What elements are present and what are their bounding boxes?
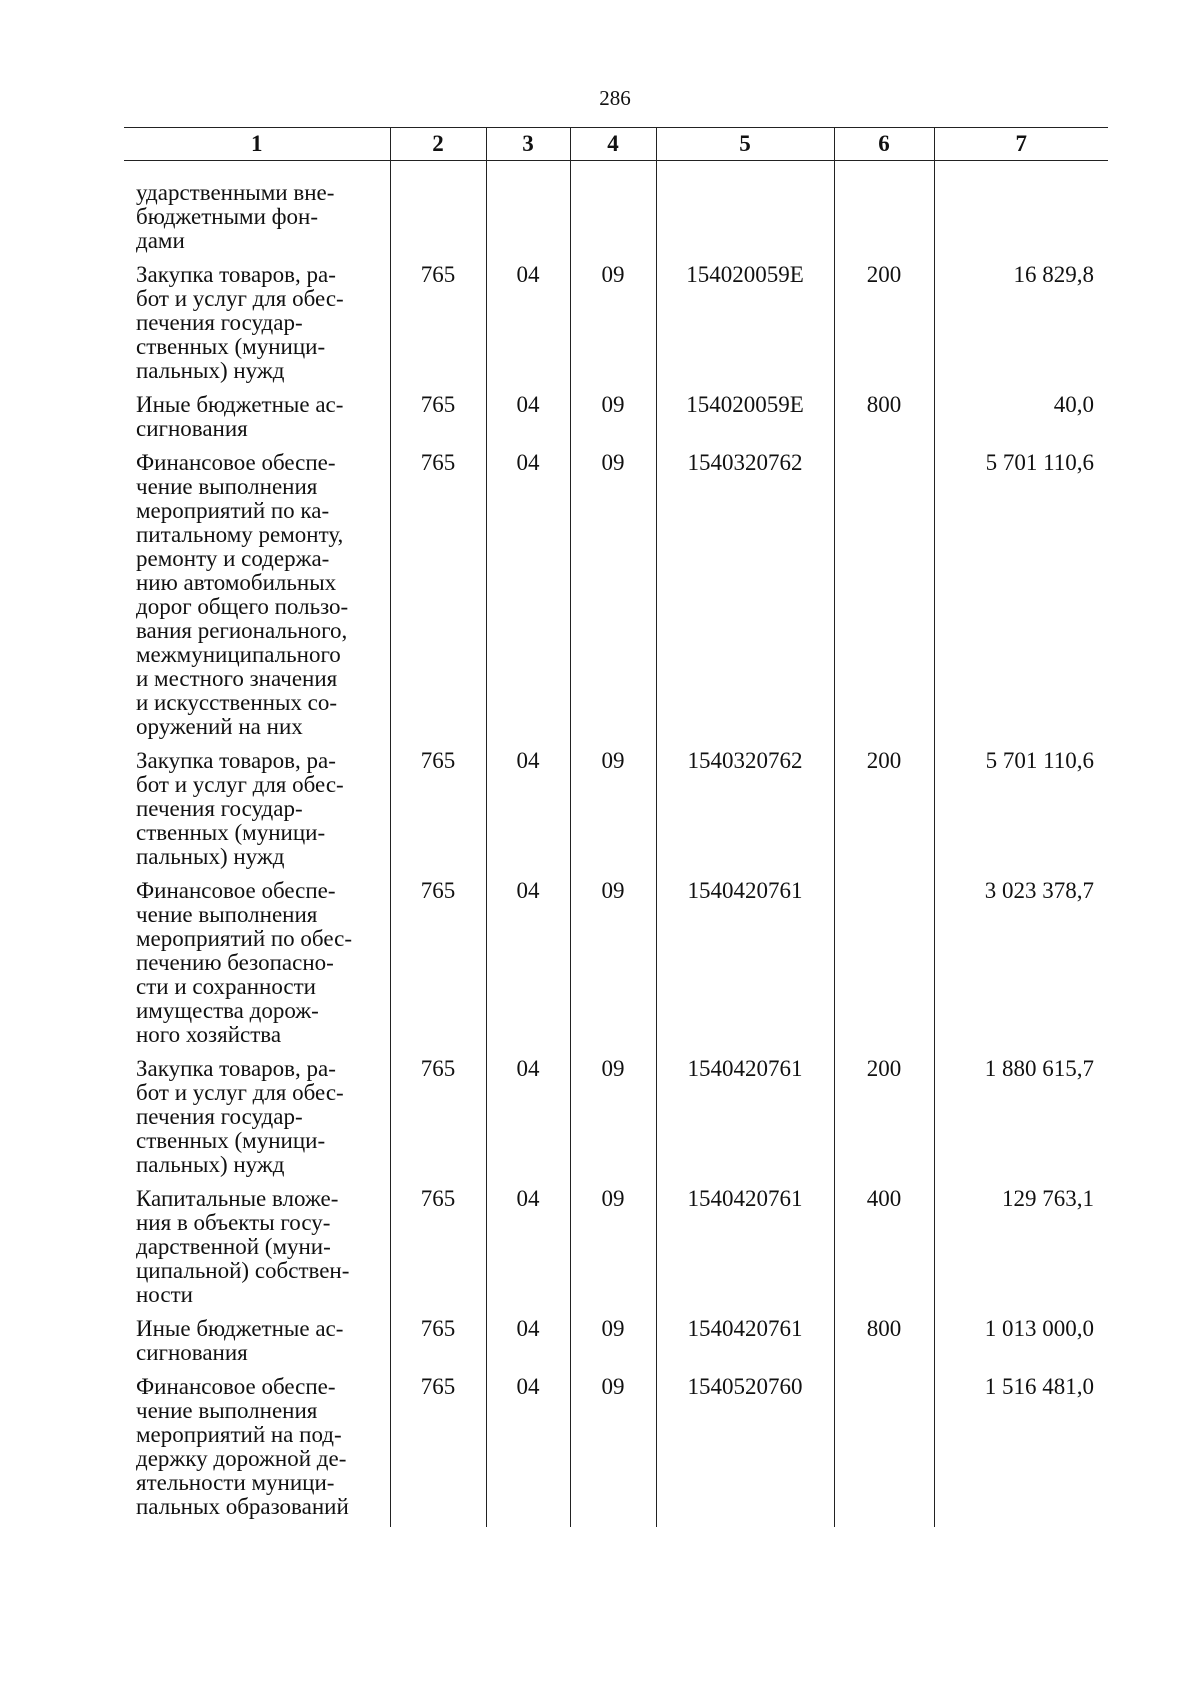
cell-col6: 200 [834, 749, 934, 879]
cell-col6: 400 [834, 1187, 934, 1317]
cell-col4: 09 [570, 1317, 656, 1375]
column-header: 7 [934, 128, 1108, 161]
cell-col4: 09 [570, 1375, 656, 1527]
cell-col6 [834, 451, 934, 749]
cell-col5: 1540420761 [656, 1057, 834, 1187]
cell-col3: 04 [486, 879, 570, 1057]
table-row [124, 749, 1108, 879]
row-description: Закупка товаров, ра- бот и услуг для обес- печения государ- ственных (муници- пальных) нужд [136, 262, 344, 383]
cell-col4: 09 [570, 879, 656, 1057]
table-header-row [124, 128, 1108, 161]
cell-col4: 09 [570, 1187, 656, 1317]
cell-col4: 09 [570, 451, 656, 749]
table-spacer-row [124, 161, 1108, 182]
cell-col5: 1540420761 [656, 1187, 834, 1317]
cell-amount: 5 701 110,6 [934, 749, 1108, 879]
row-description: Финансовое обеспе- чение выполнения мероприятий на под- держку дорожной де- ятельности муници- пальных образований [136, 1374, 349, 1519]
cell-col6: 800 [834, 393, 934, 451]
budget-table-container [124, 127, 1108, 1527]
cell-amount: 5 701 110,6 [934, 451, 1108, 749]
cell-amount: 129 763,1 [934, 1187, 1108, 1317]
table-row [124, 1375, 1108, 1527]
row-description: Капитальные вложе- ния в объекты госу- дарственной (муни- ципальной) собствен- ности [136, 1186, 350, 1307]
cell-col4: 09 [570, 749, 656, 879]
cell-col2: 765 [390, 749, 486, 879]
cell-col2 [390, 181, 486, 263]
cell-col5: 1540420761 [656, 1317, 834, 1375]
cell-col5: 154020059Е [656, 393, 834, 451]
cell-col2: 765 [390, 1187, 486, 1317]
row-description: Финансовое обеспе- чение выполнения мероприятий по ка- питальному ремонту, ремонту и содержа- нию автомобильных дорог общего пользо- вания регионального, межмуниципального и местного значения и искусственных со- оружений на них [136, 450, 349, 739]
cell-col4 [570, 181, 656, 263]
column-header: 2 [390, 128, 486, 161]
table-row [124, 879, 1108, 1057]
column-header: 6 [834, 128, 934, 161]
cell-col2: 765 [390, 393, 486, 451]
cell-amount: 16 829,8 [934, 263, 1108, 393]
cell-amount: 1 516 481,0 [934, 1375, 1108, 1527]
cell-col2: 765 [390, 1057, 486, 1187]
cell-col6: 200 [834, 263, 934, 393]
column-header: 4 [570, 128, 656, 161]
row-description: Закупка товаров, ра- бот и услуг для обес- печения государ- ственных (муници- пальных) нужд [136, 748, 344, 869]
cell-col6 [834, 181, 934, 263]
cell-col6: 800 [834, 1317, 934, 1375]
cell-col2: 765 [390, 451, 486, 749]
cell-col5: 1540420761 [656, 879, 834, 1057]
cell-col4: 09 [570, 1057, 656, 1187]
cell-amount: 3 023 378,7 [934, 879, 1108, 1057]
cell-col3: 04 [486, 1057, 570, 1187]
cell-col5 [656, 181, 834, 263]
row-description: Финансовое обеспе- чение выполнения мероприятий по обес- печению безопасно- сти и сохранности имущества дорож- ного хозяйства [136, 878, 352, 1047]
cell-col3: 04 [486, 263, 570, 393]
table-row [124, 451, 1108, 749]
cell-col2: 765 [390, 879, 486, 1057]
cell-col3: 04 [486, 749, 570, 879]
cell-col3 [486, 181, 570, 263]
table-row [124, 1317, 1108, 1375]
cell-col3: 04 [486, 1317, 570, 1375]
row-description: ударственными вне- бюджетными фон- дами [136, 180, 335, 253]
cell-amount: 1 880 615,7 [934, 1057, 1108, 1187]
cell-col3: 04 [486, 1375, 570, 1527]
cell-amount [934, 181, 1108, 263]
cell-amount: 1 013 000,0 [934, 1317, 1108, 1375]
table-row [124, 263, 1108, 393]
column-header: 5 [656, 128, 834, 161]
cell-col5: 154020059Е [656, 263, 834, 393]
page-number: 286 [599, 86, 631, 110]
row-description: Иные бюджетные ас- сигнования [136, 1316, 344, 1365]
cell-col3: 04 [486, 1187, 570, 1317]
cell-col3: 04 [486, 393, 570, 451]
cell-col5: 1540320762 [656, 749, 834, 879]
row-description: Закупка товаров, ра- бот и услуг для обес- печения государ- ственных (муници- пальных) нужд [136, 1056, 344, 1177]
cell-col2: 765 [390, 1375, 486, 1527]
table-row [124, 393, 1108, 451]
cell-col6 [834, 879, 934, 1057]
cell-col5: 1540520760 [656, 1375, 834, 1527]
table-body [124, 161, 1108, 1528]
cell-col6 [834, 1375, 934, 1527]
cell-col4: 09 [570, 263, 656, 393]
table-row [124, 1187, 1108, 1317]
cell-col5: 1540320762 [656, 451, 834, 749]
cell-amount: 40,0 [934, 393, 1108, 451]
column-header: 1 [124, 128, 390, 161]
column-header: 3 [486, 128, 570, 161]
table-row [124, 1057, 1108, 1187]
row-description: Иные бюджетные ас- сигнования [136, 392, 344, 441]
cell-col6: 200 [834, 1057, 934, 1187]
cell-col2: 765 [390, 263, 486, 393]
cell-col4: 09 [570, 393, 656, 451]
budget-table [124, 127, 1108, 1527]
cell-col3: 04 [486, 451, 570, 749]
cell-col2: 765 [390, 1317, 486, 1375]
table-row [124, 181, 1108, 263]
